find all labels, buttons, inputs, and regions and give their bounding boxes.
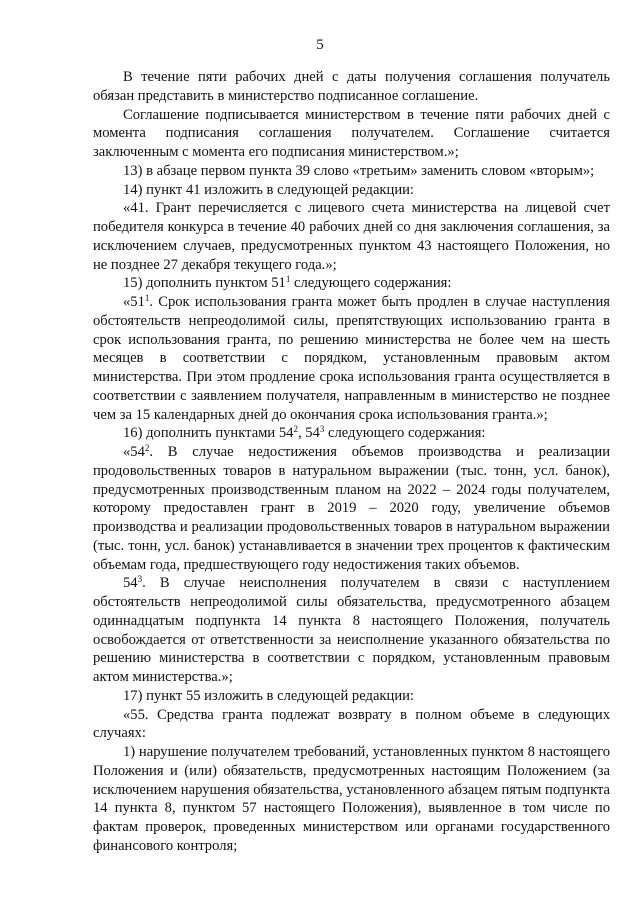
text-run: «54 (123, 444, 145, 460)
paragraph-clause-55: «55. Средства гранта подлежат возврату в полном объеме в следующих случаях: (93, 706, 610, 742)
paragraph-clause-55-1: 1) нарушение получателем требований, установленных пунктом 8 настоящего Положения и (или) обязательств, предусмотренных настоящим Положением (за исключением нарушения обязательства, установленного абзацем пятым подпункта 14 пункта 8, пунктом 57 настоящего Положения), выявленное в том числе по фактам проверок, проведенных министерством или органами государственного финансового контроля; (93, 744, 610, 854)
text-run: 16) дополнить пунктами 54 (123, 425, 294, 442)
document-body (93, 68, 610, 856)
text-run: . В случае неисполнения получателем в связи с наступлением обстоятельств непреодолимой силы обязательства, предусмотренного абзацем одиннадцатым подпункта 14 пункта 8 настоящего Положения, получатель освобождается от ответственности за неисполнение указанного обязательства по решению министерства в соответствии с порядком, установленным правовым актом министерства.»; (93, 575, 610, 685)
text-run: , 54 (297, 425, 320, 442)
paragraph-item-15 (93, 274, 610, 293)
superscript: 2 (293, 424, 298, 435)
text-run: «51 (123, 294, 145, 310)
text-run: . В случае недостижения объемов производства и реализации продовольственных товаров в натуральном выражении (тыс. тонн, усл. банок), предусмотренных производственным планом на 2022 – 2024 годы получателем, которому предоставлен грант в 2019 – 2020 году, увеличение объемов производства и реализации продовольственных товаров в натуральном выражении (тыс. тонн, усл. банок) устанавливается в значении трех процентов к фактическим объемам года, предшествующего году недостижения таких объемов. (93, 444, 610, 573)
paragraph-agreement-signing: Соглашение подписывается министерством в течение пяти рабочих дней с момента подписания соглашения получателем. Соглашение считается заключенным с момента его подписания министерством.»; (93, 106, 610, 160)
paragraph-clause-41: «41. Грант перечисляется с лицевого счета министерства на лицевой счет победителя конкурса в течение 40 рабочих дней со дня заключения соглашения, за исключением случаев, предусмотренных пунктом 43 настоящего Положения, но не позднее 27 декабря текущего года.»; (93, 200, 610, 273)
paragraph-clause-54-3 (93, 574, 610, 687)
text-run: 15) дополнить пунктом 51 (123, 275, 286, 292)
paragraph-item-17: 17) пункт 55 изложить в следующей редакции: (123, 687, 414, 704)
paragraph-item-14: 14) пункт 41 изложить в следующей редакции: (123, 181, 414, 198)
text-run: следующего содержания: (324, 425, 486, 442)
paragraph-clause-51-1 (93, 293, 610, 424)
text-run: . Срок использования гранта может быть продлен в случае наступления обстоятельств непреодолимой силы, препятствующих использованию гранта в срок использования гранта, по решению министерства не более чем на шесть месяцев в соответствии с порядком, установленным правовым актом министерства. При этом продление срока использования гранта осуществляется в соответствии с заявлением получателя, направленным в министерство не позднее чем за 15 календарных дней до окончания срока использования гранта.»; (93, 294, 610, 423)
paragraph-item-16 (93, 424, 610, 443)
text-run: 54 (123, 575, 138, 592)
superscript: 1 (144, 293, 150, 303)
paragraph-clause-54-2 (93, 443, 610, 574)
superscript: 3 (137, 574, 143, 585)
paragraph-item-13: 13) в абзаце первом пункта 39 слово «третьим» заменить словом «вторым»; (123, 162, 595, 179)
page-number: 5 (316, 37, 324, 53)
paragraph-agreement-submission: В течение пяти рабочих дней с даты получения соглашения получатель обязан представить в министерство подписанное соглашение. (93, 69, 610, 104)
text-run: следующего содержания: (290, 275, 452, 292)
superscript: 1 (285, 274, 291, 285)
superscript: 2 (144, 443, 150, 453)
superscript: 3 (319, 424, 325, 435)
